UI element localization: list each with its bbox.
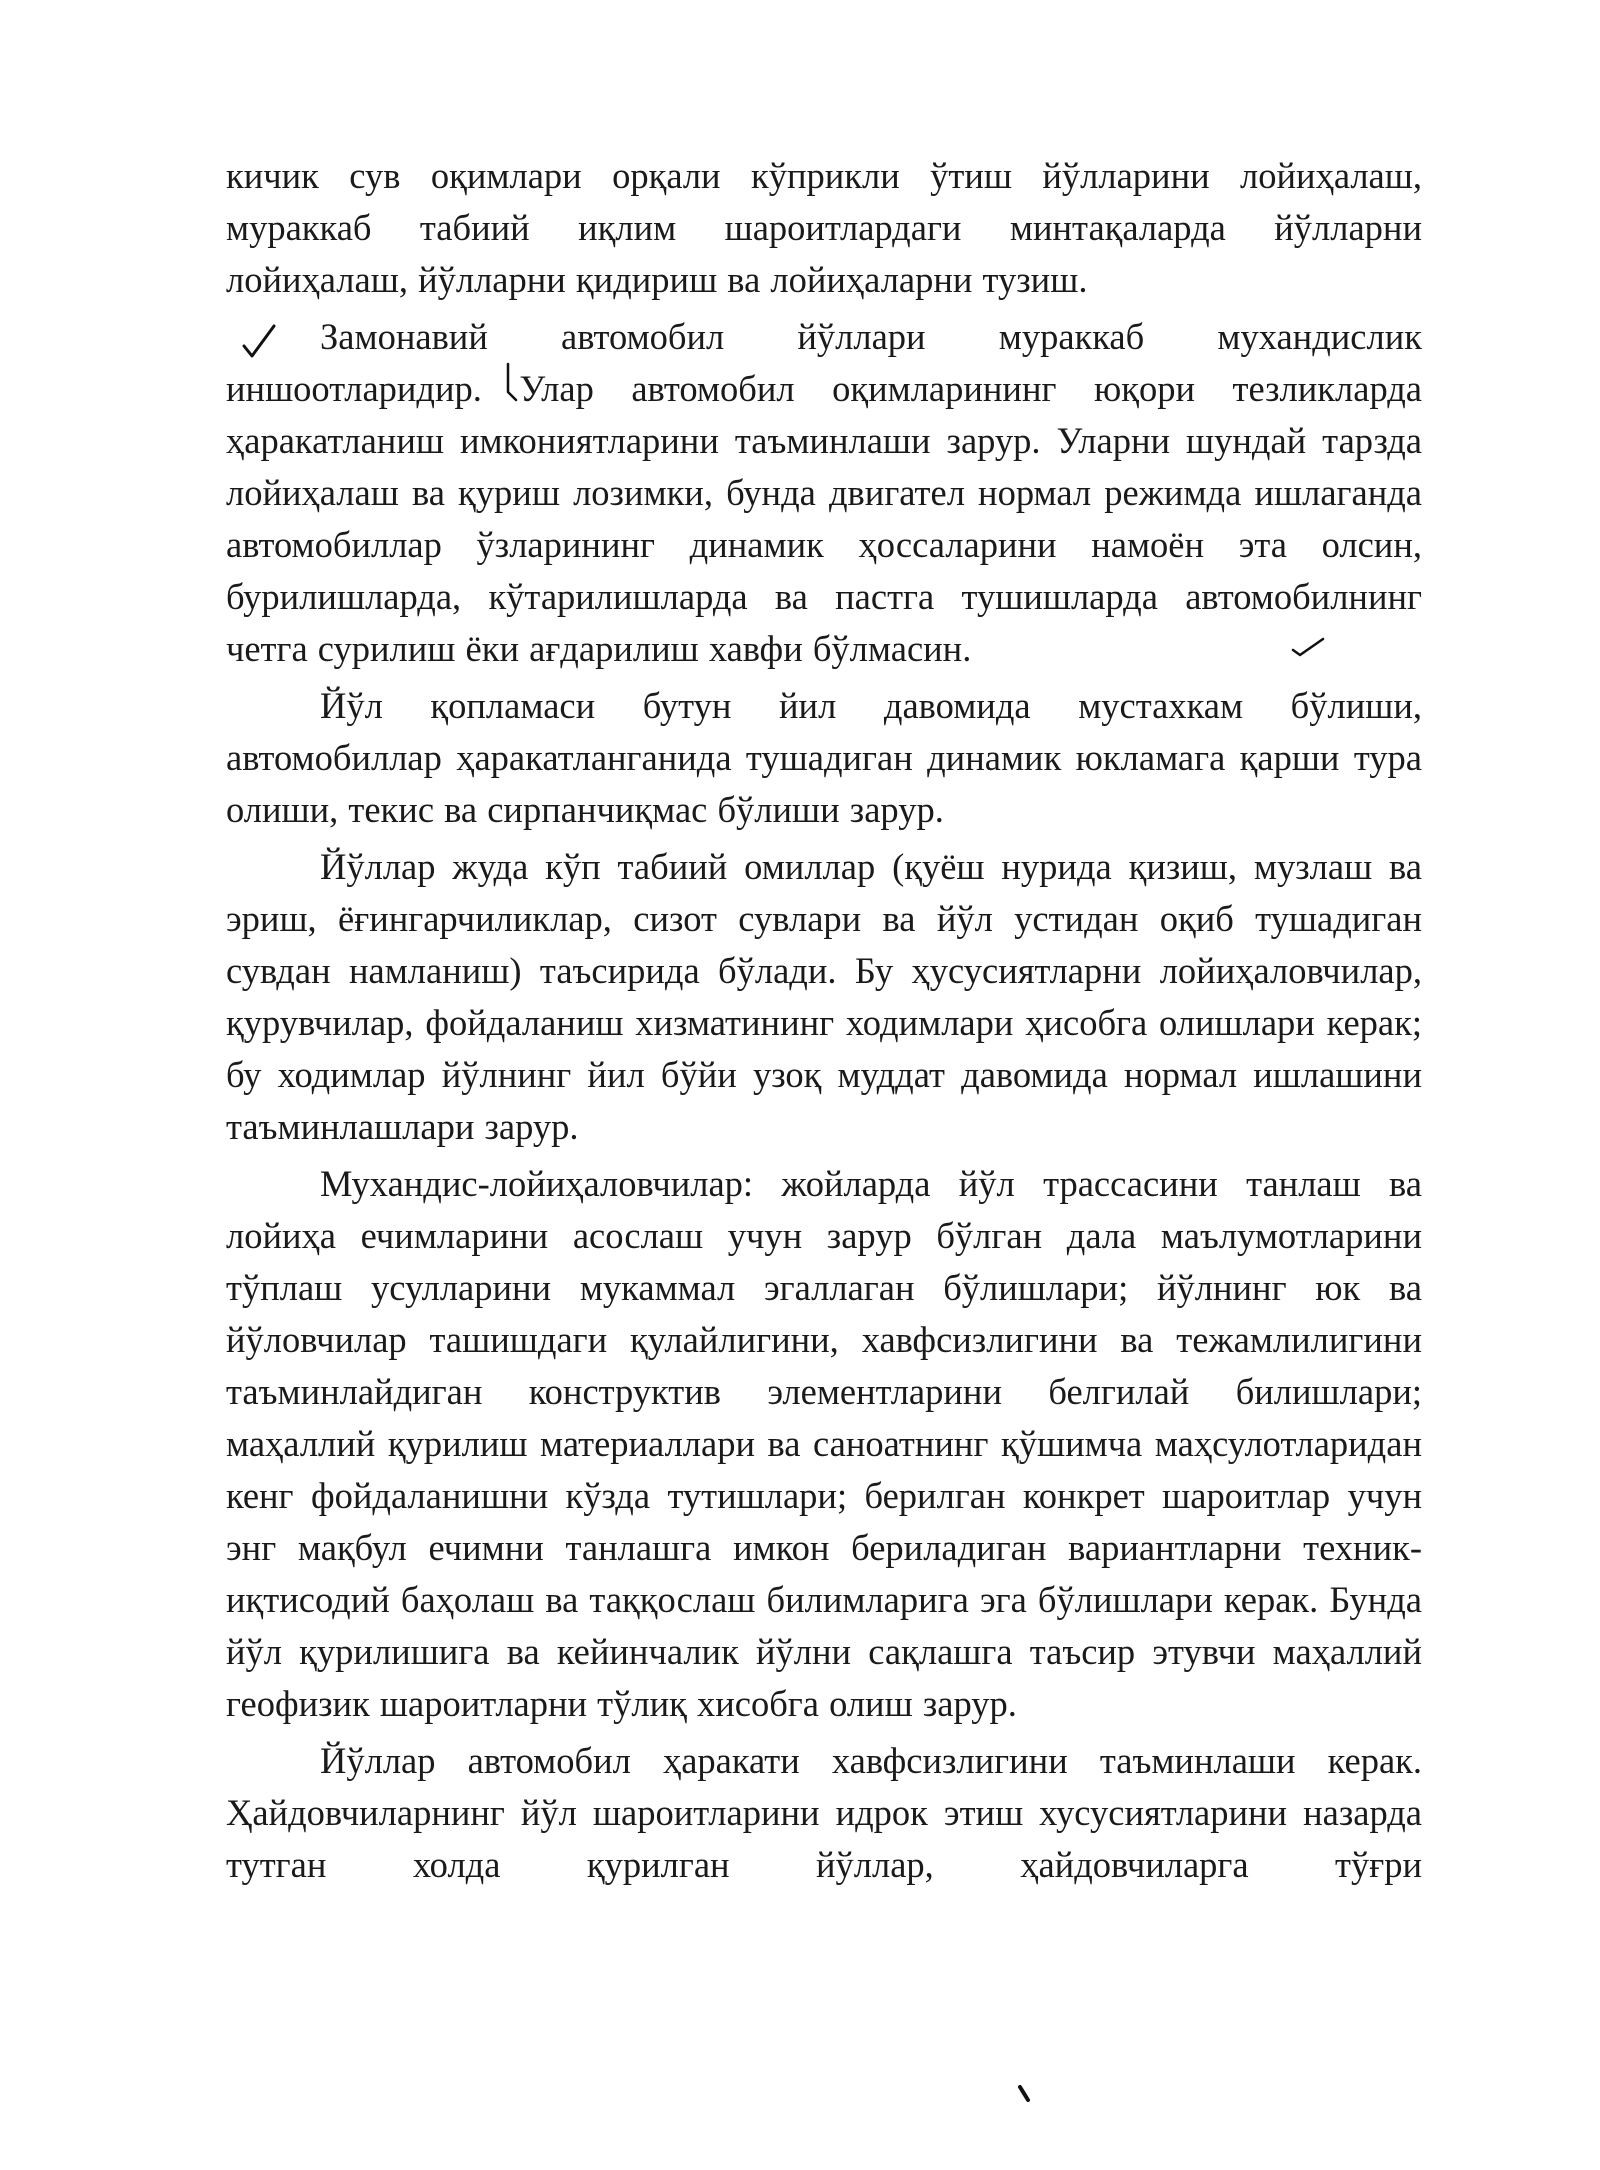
stray-mark-icon (1016, 2084, 1034, 2104)
handwritten-tick-icon (1290, 636, 1326, 658)
paragraph-road-surface: Йўл қопламаси бутун йил давомида мустахкам бўлиши, автомобиллар ҳаракатланганида тушадиган динамик юкламага қарши тура олиши, текис ва сирпанчиқмас бўлиши зарур. (226, 685, 1422, 830)
body-text (226, 150, 1422, 1891)
handwritten-check-icon (240, 322, 280, 362)
handwritten-bracket-icon (502, 362, 522, 402)
paragraph-modern-roads: Замонавий автомобил йўллари мураккаб мухандислик иншоотларидир. Улар автомобил оқимларининг юқори тезликларда ҳаракатланиш имкониятларини таъминлаши зарур. Уларни шундай тарзда лойиҳалаш ва қуриш лозимки, бунда двигател нормал режимда ишлаганда автомобиллар ўзларининг динамик ҳоссаларини намоён эта олсин, бурилишларда, кўтарилишларда ва пастга тушишларда автомобилнинг четга сурилиш ёки ағдарилиш хавфи бўлмасин. (226, 316, 1422, 669)
paragraph-road-safety: Йўллар автомобил ҳаракати хавфсизлигини таъминлаши керак. Ҳайдовчиларнинг йўл шароитларини идрок этиш хусусиятларини назарда тутган холда қурилган йўллар, ҳайдовчиларга тўғри (226, 1740, 1422, 1885)
paragraph-engineers: Мухандис-лойиҳаловчилар: жойларда йўл трассасини танлаш ва лойиҳа ечимларини асослаш учун зарур бўлган дала маълумотларини тўплаш усулларини мукаммал эгаллаган бўлишлари; йўлнинг юк ва йўловчилар ташишдаги қулайлигини, хавфсизлигини ва тежамлилигини таъминлайдиган конструктив элементларини белгилай билишлари; маҳаллий қурилиш материаллари ва саноатнинг қўшимча маҳсулотларидан кенг фойдаланишни кўзда тутишлари; берилган конкрет шароитлар учун энг мақбул ечимни танлашга имкон бериладиган вариантларни техник-иқтисодий баҳолаш ва таққослаш билимларига эга бўлишлари керак. Бунда йўл қурилишига ва кейинчалик йўлни сақлашга таъсир этувчи маҳаллий геофизик шароитларни тўлиқ хисобга олиш зарур. (226, 1163, 1422, 1724)
paragraph-continuation: кичик сув оқимлари орқали кўприкли ўтиш йўлларини лойиҳалаш, мураккаб табиий иқлим шароитлардаги минтақаларда йўлларни лойиҳалаш, йўлларни қидириш ва лойиҳаларни тузиш. (226, 155, 1422, 300)
paragraph-natural-factors: Йўллар жуда кўп табиий омиллар (қуёш нурида қизиш, музлаш ва эриш, ёғингарчиликлар, сизот сувлари ва йўл устидан оқиб тушадиган сувдан намланиш) таъсирида бўлади. Бу ҳусусиятларни лойиҳаловчилар, қурувчилар, фойдаланиш хизматининг ходимлари ҳисобга олишлари керак; бу ходимлар йўлнинг йил бўйи узоқ муддат давомида нормал ишлашини таъминлашлари зарур. (226, 846, 1422, 1147)
